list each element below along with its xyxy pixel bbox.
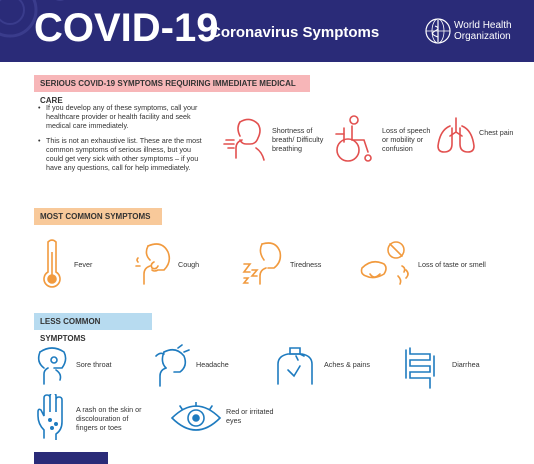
page-subtitle: Coronavirus Symptoms: [210, 24, 380, 41]
shortness-of-breath-label: Shortness of breath/ Difficulty breathing: [272, 126, 324, 153]
headache-icon: [152, 344, 192, 388]
bottom-section-heading: [34, 452, 108, 464]
thermometer-icon: [40, 238, 64, 290]
bullet-item: • If you develop any of these symptoms, call your healthcare provider or health facility and seek medical care immediately.: [36, 103, 208, 130]
hand-rash-icon: [36, 394, 66, 440]
who-name: [454, 20, 534, 42]
cough-label: Cough: [178, 260, 200, 269]
loss-of-speech-label: Loss of speech or mobility or confusion: [382, 126, 431, 153]
fever-label: Fever: [74, 260, 93, 269]
header-banner: [0, 0, 534, 62]
less-common-heading: LESS COMMON SYMPTOMS: [34, 313, 152, 330]
serious-bullet-list: [36, 103, 208, 178]
rash-label: A rash on the skin or discolouration of fingers or toes: [76, 405, 142, 432]
wheelchair-icon: [330, 114, 376, 164]
aches-label: Aches & pains: [324, 360, 370, 369]
headache-label: Headache: [196, 360, 229, 369]
red-eyes-label: Red or irritated eyes: [226, 407, 274, 425]
tiredness-icon: [240, 240, 288, 288]
bullet-item: • This is not an exhaustive list. These are the most common symptoms of serious illness, but you could get very sick with other symptoms – if you have any questions, call for help immediately.: [36, 136, 208, 172]
aches-icon: [274, 344, 316, 388]
chest-pain-label: Chest pain: [479, 128, 514, 137]
common-symptoms-heading: MOST COMMON SYMPTOMS: [34, 208, 162, 225]
serious-symptoms-heading: SERIOUS COVID-19 SYMPTOMS REQUIRING IMMEDIATE MEDICAL CARE: [34, 75, 310, 92]
eye-icon: [170, 402, 222, 432]
shortness-of-breath-icon: [222, 114, 270, 164]
sore-throat-label: Sore throat: [76, 360, 112, 369]
who-name-line1: World Health: [454, 20, 512, 31]
page-title: COVID-19: [34, 6, 219, 50]
loss-of-taste-icon: [360, 240, 412, 288]
lungs-icon: [434, 116, 478, 156]
who-logo-icon: [425, 18, 451, 44]
diarrhea-label: Diarrhea: [452, 360, 480, 369]
sore-throat-icon: [34, 344, 72, 386]
loss-of-taste-label: Loss of taste or smell: [418, 260, 486, 269]
who-name-line2: Organization: [454, 31, 511, 42]
tiredness-label: Tiredness: [290, 260, 322, 269]
intestine-icon: [404, 346, 436, 390]
cough-icon: [134, 240, 176, 288]
